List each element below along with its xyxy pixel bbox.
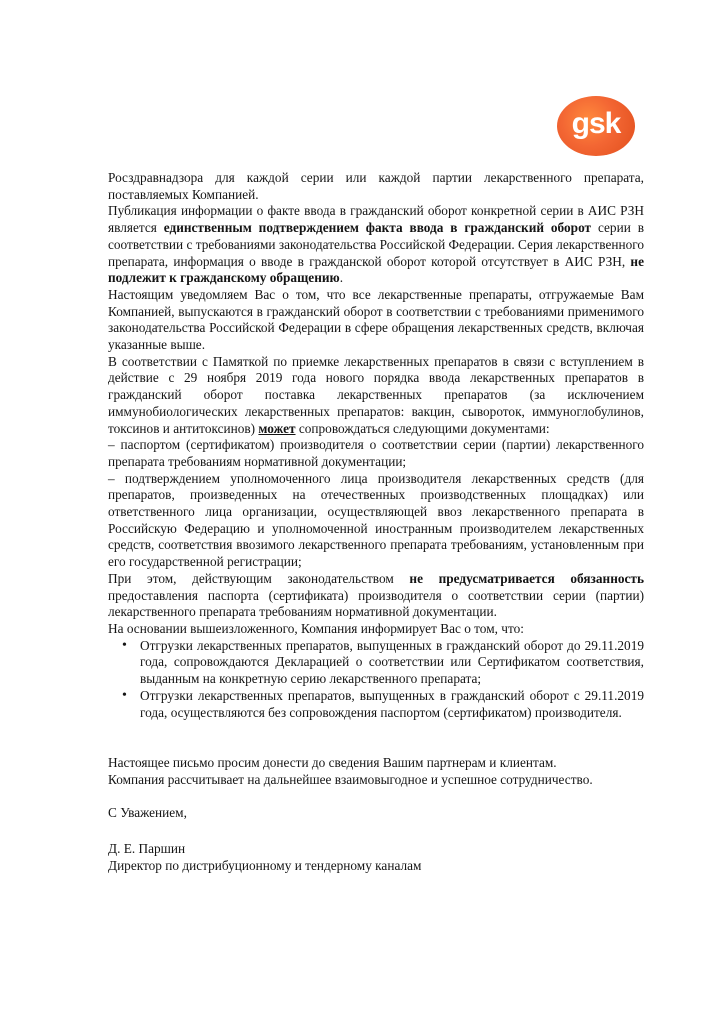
- text-span: При этом, действующим законодательством: [108, 570, 410, 586]
- bold-confirmation: единственным подтверждением факта ввода в гражданский оборот: [163, 220, 592, 236]
- signer-title: Директор по дистрибуционному и тендерному каналам: [108, 858, 422, 874]
- underlined-may: может: [258, 420, 296, 436]
- paragraph-legislation: [108, 571, 644, 621]
- closing-line-partners: Настоящее письмо просим донести до сведения Вашим партнерам и клиентам.: [108, 755, 557, 771]
- salutation: С Уважением,: [108, 804, 187, 820]
- paragraph-roszdravnadzor: Росздравнадзора для каждой серии или каждой партии лекарственного препарата, поставляемых Компанией.: [108, 170, 644, 202]
- text-span: предоставления паспорта (сертификата) производителя о соответствии серии (партии) лекарственного препарата требованиям нормативной документации.: [108, 587, 644, 620]
- bold-not-subject: не подлежит к гражданскому обращению: [108, 253, 644, 286]
- dash-item-confirmation: – подтверждением уполномоченного лица производителя лекарственных средств (для препаратов, произведенных на отечественных производственных площадках) или ответственного лица организации, осуществляющей ввоз лекарственного препарата в Российскую Федерацию и уполномоченной иностранным производителем лекарственных средств, соответствия ввозимого лекарственного препарата требованиям, установленным при его государственной регистрации;: [108, 470, 644, 570]
- text-span: .: [339, 270, 344, 286]
- gsk-logo-text: gsk: [571, 107, 621, 140]
- paragraph-notification: Настоящим уведомляем Вас о том, что все лекарственные препараты, отгружаемые Вам Компанией, выпускаются в гражданский оборот в соответствии с требованиями применимого законодательства Российской Федерации в сфере обращения лекарственных средств, включая указанные выше.: [108, 286, 644, 353]
- dash-item-passport: – паспортом (сертификатом) производителя о соответствии серии (партии) лекарственного препарата требованиям нормативной документации;: [108, 437, 644, 469]
- text-span: сопровождаться следующими документами:: [295, 420, 550, 436]
- spacer: [108, 789, 644, 805]
- bold-no-obligation: не предусматривается обязанность: [409, 570, 644, 586]
- gsk-logo: [557, 96, 635, 156]
- paragraph-conclusion: На основании вышеизложенного, Компания информирует Вас о том, что:: [108, 620, 524, 636]
- paragraph-publication: [108, 203, 644, 287]
- closing-line-cooperation: Компания рассчитывает на дальнейшее взаимовыгодное и успешное сотрудничество.: [108, 771, 593, 787]
- text-span: серии в соответствии с требованиями законодательства Российской Федерации. Серия лекарственного препарата, информация о вводе в гражданской оборот которой отсутствует в АИС РЗН,: [108, 220, 644, 269]
- bullet-item-after: • Отгрузки лекарственных препаратов, выпущенных в гражданский оборот с 29.11.2019 года, осуществляются без сопровождения паспортом (сертификатом) производителя.: [140, 688, 644, 721]
- text-span: Публикация информации о факте ввода в гражданский оборот конкретной серии в АИС РЗН является: [108, 203, 644, 236]
- paragraph-memo: [108, 354, 644, 438]
- signer-name: Д. Е. Паршин: [108, 841, 186, 857]
- bullet-list: [108, 638, 644, 722]
- spacer: [108, 821, 644, 841]
- text-span: В соответствии с Памяткой по приемке лекарственных препаратов в связи с вступлением в действие с 29 ноября 2019 года нового порядка ввода лекарственных препаратов в гражданский оборот поставка лекарственных препаратов (за исключением иммунобиологических лекарственных препаратов: вакцин, сывороток, иммуноглобулинов, токсинов и антитоксинов): [108, 353, 644, 436]
- spacer: [108, 721, 644, 755]
- bullet-item-before: • Отгрузки лекарственных препаратов, выпущенных в гражданский оборот до 29.11.2019 года, сопровождаются Декларацией о соответствии или Сертификатом соответствия, выданным на конкретную серию лекарственного препарата;: [140, 638, 644, 688]
- letter-body: [108, 170, 644, 875]
